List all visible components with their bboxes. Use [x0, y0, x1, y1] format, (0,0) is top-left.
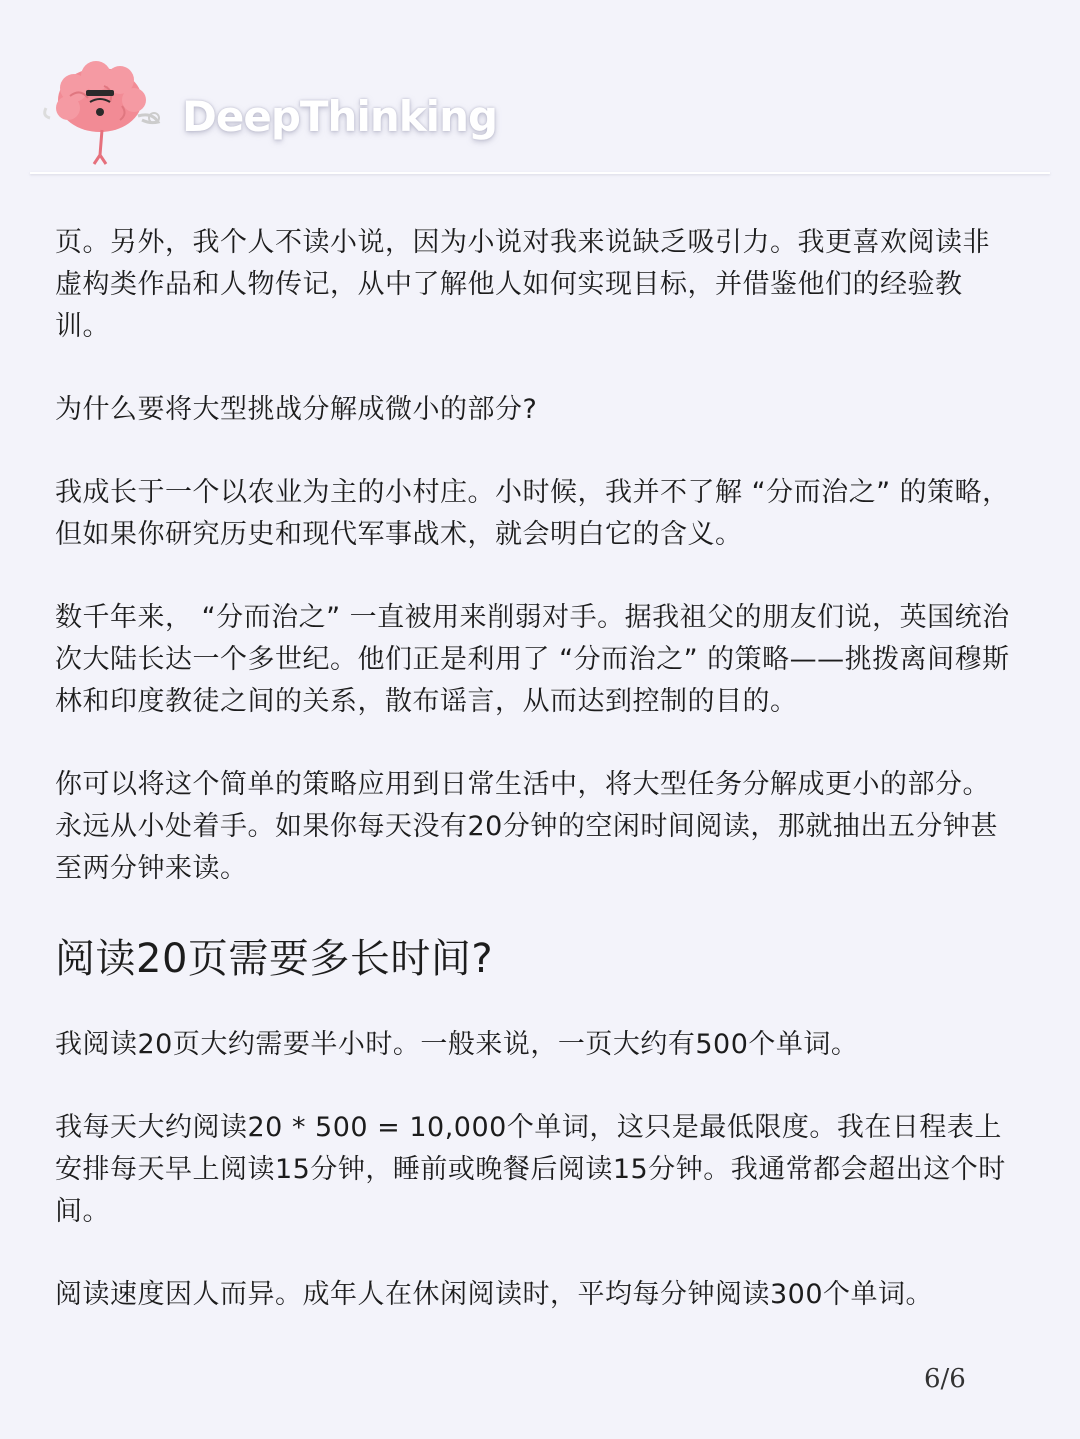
paragraph-8: 阅读速度因人而异。成年人在休闲阅读时，平均每分钟阅读300个单词。 — [55, 1279, 934, 1310]
section-heading: 阅读20页需要多长时间? — [55, 936, 494, 982]
paragraph-4: 数千年来， “分而治之” 一直被用来削弱对手。据我祖父的朋友们说，英国统治次大陆长达一个多世纪。他们正是利用了 “分而治之” 的策略——挑拨离间穆斯林和印度教徒之间的关系，散布谣言，从而达到控制的目的。 — [55, 602, 1010, 717]
paragraph-1: 页。另外，我个人不读小说，因为小说对我来说缺乏吸引力。我更喜欢阅读非虚构类作品和人物传记，从中了解他人如何实现目标，并借鉴他们的经验教训。 — [55, 227, 990, 342]
header — [0, 0, 1080, 172]
header-divider — [30, 172, 1050, 174]
page-number: 6/6 — [924, 1364, 966, 1394]
paragraph-3: 我成长于一个以农业为主的小村庄。小时候，我并不了解 “分而治之” 的策略，但如果你研究历史和现代军事战术，就会明白它的含义。 — [55, 477, 1010, 550]
paragraph-7: 我每天大约阅读20 * 500 = 10,000个单词，这只是最低限度。我在日程表上安排每天早上阅读15分钟，睡前或晚餐后阅读15分钟。我通常都会超出这个时间。 — [55, 1112, 1006, 1227]
brain-mascot-icon — [40, 60, 170, 170]
paragraph-2: 为什么要将大型挑战分解成微小的部分? — [55, 394, 538, 425]
paragraph-5: 你可以将这个简单的策略应用到日常生活中，将大型任务分解成更小的部分。永远从小处着手。如果你每天没有20分钟的空闲时间阅读，那就抽出五分钟甚至两分钟来读。 — [55, 769, 998, 884]
article-body — [55, 222, 1015, 1357]
brand-logo-text: DeepThinking — [182, 92, 498, 141]
paragraph-6: 我阅读20页大约需要半小时。一般来说，一页大约有500个单词。 — [55, 1029, 859, 1060]
